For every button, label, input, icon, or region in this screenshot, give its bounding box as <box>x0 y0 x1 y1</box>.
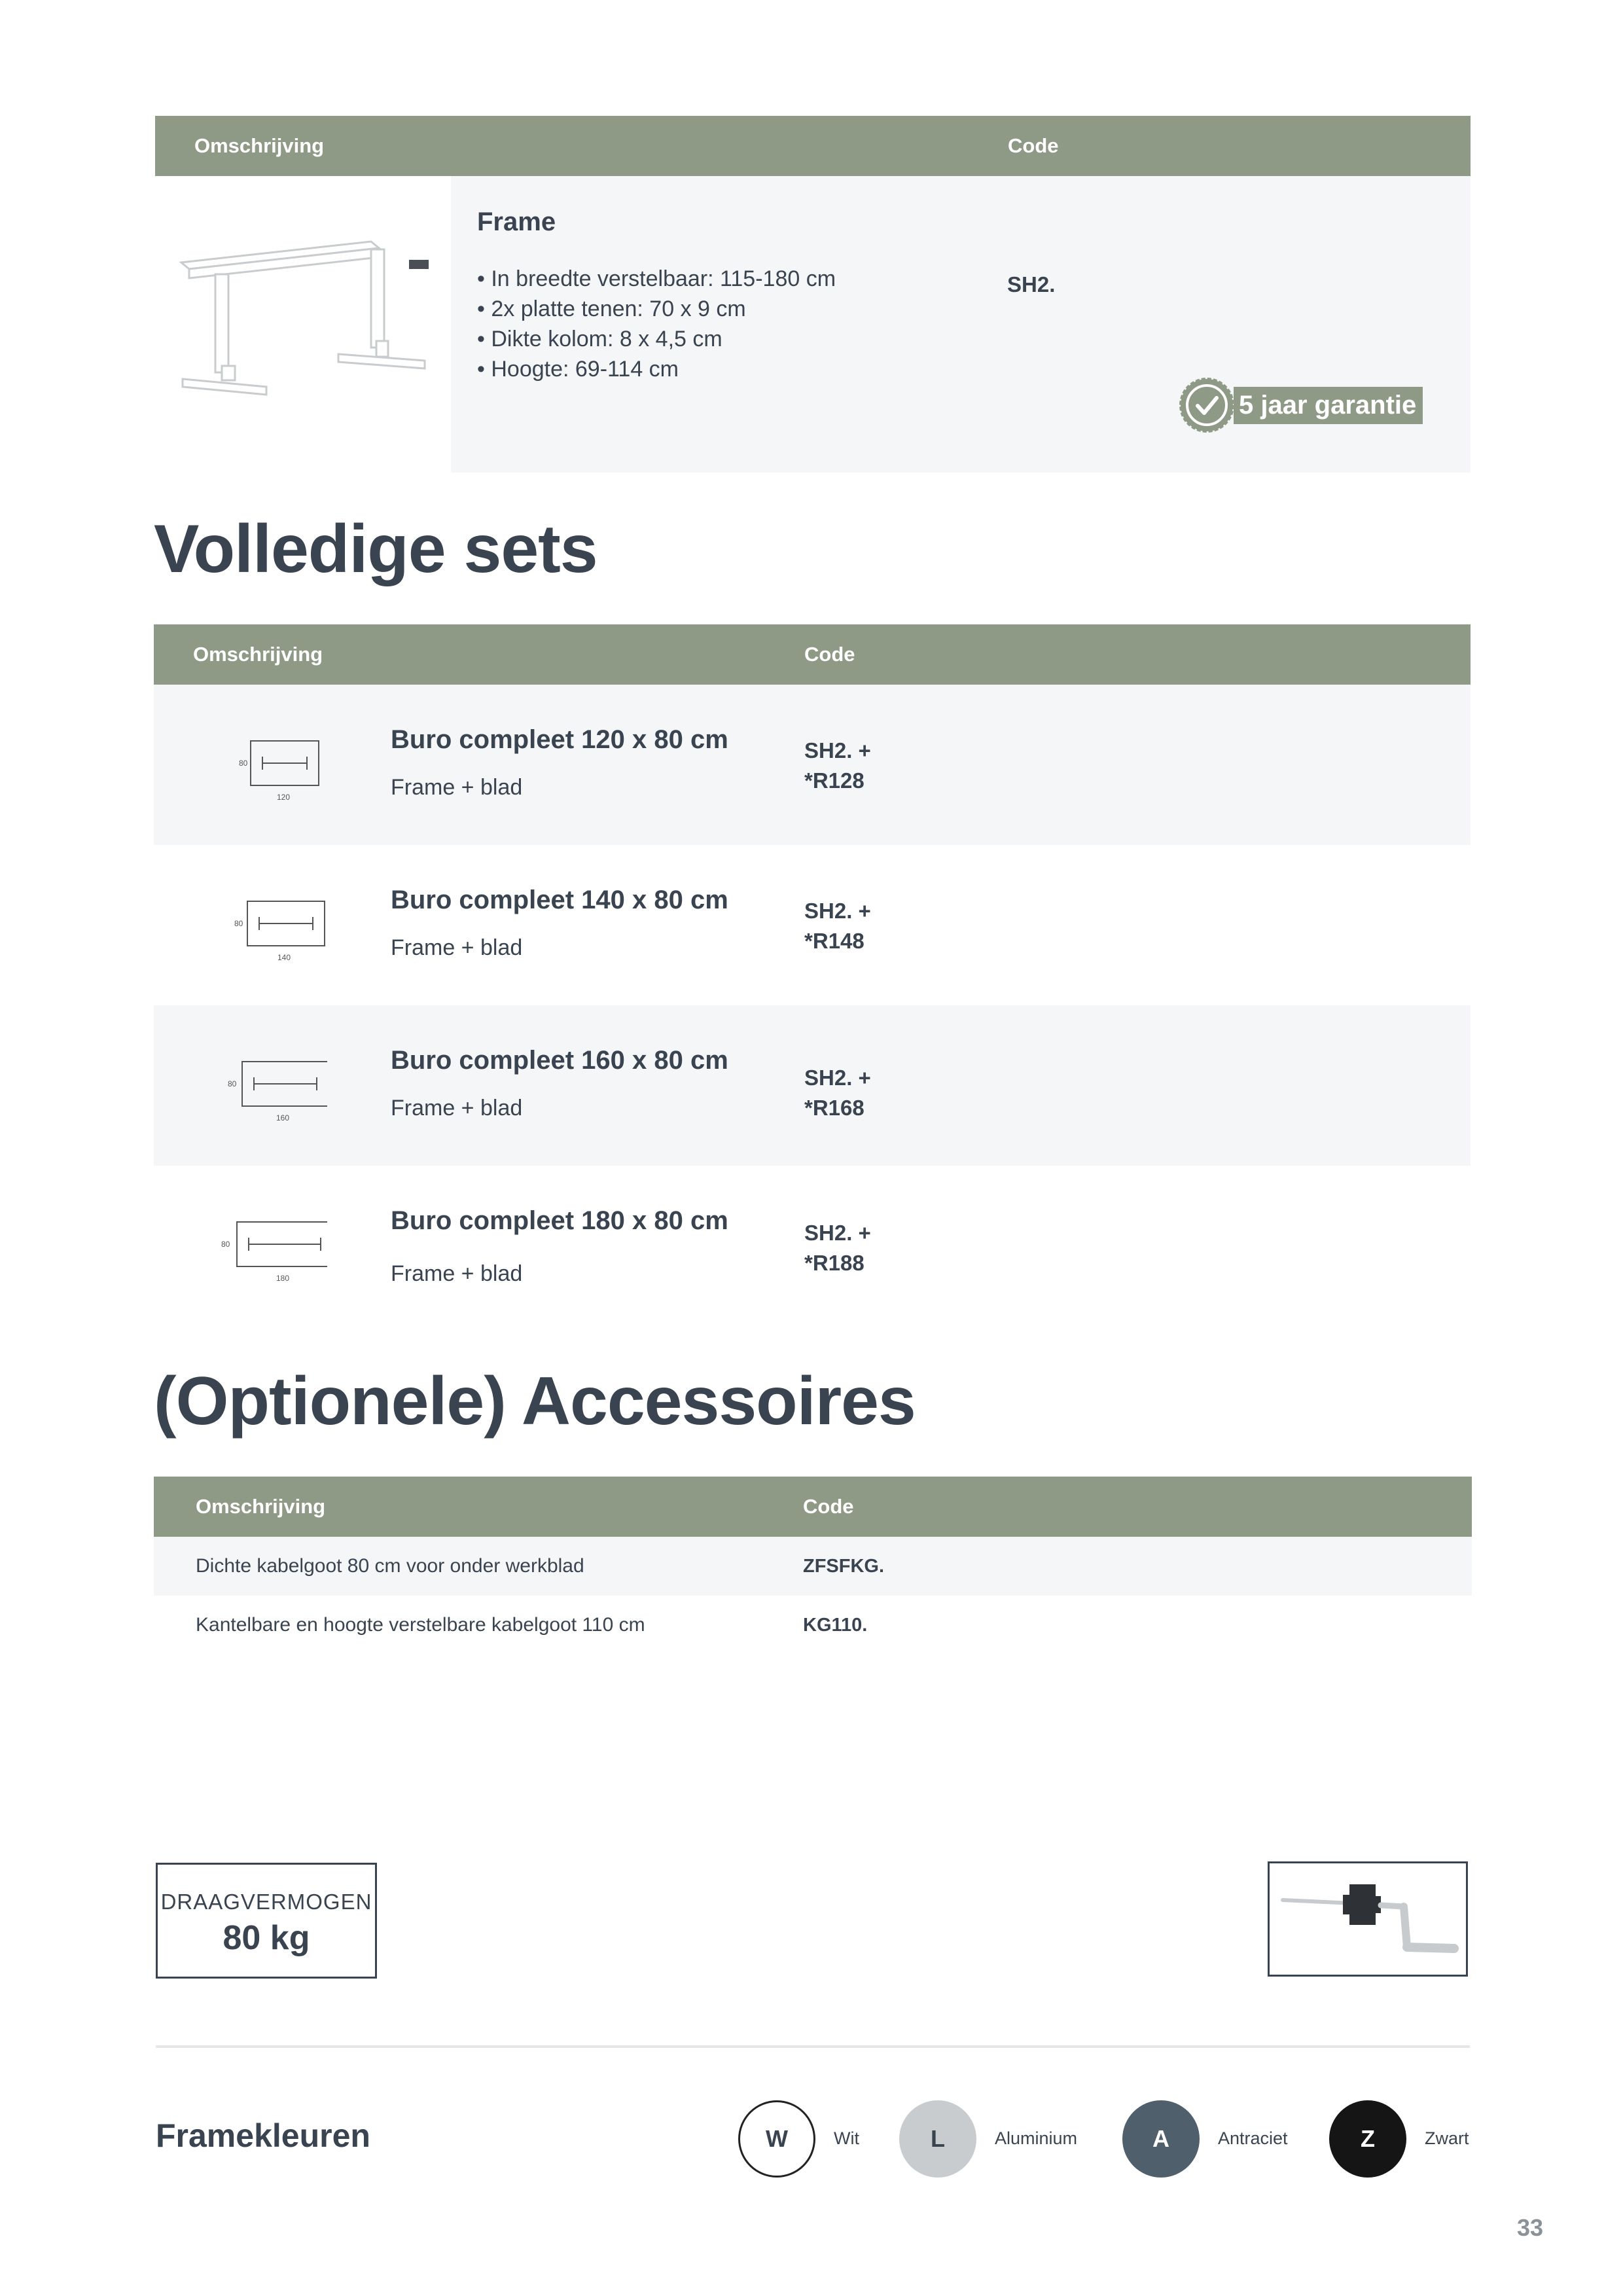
set-subtitle: Frame + blad <box>391 1261 523 1286</box>
table-row <box>154 845 1471 1005</box>
set-code <box>804 896 871 956</box>
capacity-label: DRAAGVERMOGEN <box>160 1890 372 1914</box>
diagram-height-label: 80 <box>228 1079 237 1088</box>
desk-dimension-diagram <box>216 1055 327 1127</box>
set-code <box>804 736 871 796</box>
swatch-letter: L <box>931 2125 945 2152</box>
accessories-section-title: (Optionele) Accessoires <box>154 1363 916 1439</box>
set-code-line2: *R128 <box>804 768 865 793</box>
set-title: Buro compleet 160 x 80 cm <box>391 1046 728 1075</box>
accessory-code: KG110. <box>803 1615 868 1636</box>
swatch-name: Wit <box>834 2128 859 2148</box>
color-swatch-antraciet <box>1122 2100 1200 2178</box>
frame-spec-item: • 2x platte tenen: 70 x 9 cm <box>477 294 836 324</box>
frame-image-cell <box>155 176 451 473</box>
swatch-name: Zwart <box>1425 2128 1469 2148</box>
set-subtitle: Frame + blad <box>391 935 523 960</box>
warranty-label: 5 jaar garantie <box>1234 387 1423 424</box>
color-swatch-zwart <box>1329 2100 1406 2178</box>
frame-code: SH2. <box>1007 272 1056 296</box>
table-row <box>154 1596 1472 1655</box>
set-code <box>804 1063 871 1123</box>
set-code-line1: SH2. + <box>804 738 871 762</box>
set-code-line1: SH2. + <box>804 899 871 923</box>
frame-spec-item: • In breedte verstelbaar: 115-180 cm <box>477 264 836 294</box>
divider <box>156 2045 1470 2048</box>
set-code-line1: SH2. + <box>804 1066 871 1090</box>
accessories-header-description: Omschrijving <box>196 1495 326 1518</box>
diagram-height-label: 80 <box>234 919 243 928</box>
table-row <box>154 1537 1472 1596</box>
set-subtitle: Frame + blad <box>391 775 523 800</box>
diagram-width-label: 140 <box>277 953 291 962</box>
accessory-description: Dichte kabelgoot 80 cm voor onder werkblad <box>196 1555 584 1577</box>
crank-image-box <box>1268 1861 1468 1977</box>
desk-dimension-diagram <box>209 1215 327 1287</box>
sets-header-description: Omschrijving <box>193 643 323 666</box>
table-row <box>154 685 1471 845</box>
accessory-description: Kantelbare en hoogte verstelbare kabelgoot 110 cm <box>196 1614 645 1636</box>
diagram-width-label: 160 <box>276 1113 290 1122</box>
diagram-width-label: 120 <box>277 793 291 802</box>
diagram-height-label: 80 <box>221 1240 230 1249</box>
warranty-check-icon <box>1177 376 1236 435</box>
set-code-line2: *R168 <box>804 1096 865 1120</box>
frame-title: Frame <box>477 207 556 236</box>
crank-handle-image <box>1270 1863 1466 1975</box>
table-row <box>154 1166 1471 1326</box>
desk-dimension-diagram <box>227 734 332 806</box>
set-title: Buro compleet 180 x 80 cm <box>391 1206 728 1235</box>
frame-specs-list <box>477 264 836 384</box>
frame-table-header <box>155 116 1471 176</box>
page-number: 33 <box>1517 2214 1544 2241</box>
accessories-table-header <box>154 1477 1472 1537</box>
accessories-header-code: Code <box>803 1495 854 1518</box>
sets-header-code: Code <box>804 643 855 666</box>
color-swatch-aluminium <box>899 2100 976 2178</box>
set-code <box>804 1218 871 1278</box>
diagram-height-label: 80 <box>239 759 248 768</box>
frame-spec-item: • Hoogte: 69-114 cm <box>477 354 836 384</box>
set-subtitle: Frame + blad <box>391 1096 523 1121</box>
set-code-line2: *R148 <box>804 929 865 953</box>
table-row <box>154 1005 1471 1166</box>
set-title: Buro compleet 140 x 80 cm <box>391 886 728 914</box>
swatch-name: Aluminium <box>995 2128 1078 2148</box>
desk-dimension-diagram <box>223 895 327 967</box>
swatch-name: Antraciet <box>1218 2128 1288 2148</box>
set-code-line2: *R188 <box>804 1251 865 1275</box>
set-title: Buro compleet 120 x 80 cm <box>391 725 728 754</box>
frame-spec-item: • Dikte kolom: 8 x 4,5 cm <box>477 324 836 354</box>
set-code-line1: SH2. + <box>804 1221 871 1245</box>
frame-header-code: Code <box>1008 134 1059 157</box>
swatch-letter: A <box>1152 2125 1169 2152</box>
warranty-badge <box>1177 379 1423 431</box>
frame-colors-title: Framekleuren <box>156 2117 370 2154</box>
sets-table-header <box>154 624 1471 685</box>
capacity-box <box>156 1863 377 1979</box>
accessory-code: ZFSFKG. <box>803 1556 885 1577</box>
frame-product-image <box>155 176 451 473</box>
color-swatch-white <box>738 2100 815 2178</box>
sets-section-title: Volledige sets <box>154 511 597 587</box>
frame-header-description: Omschrijving <box>194 134 325 157</box>
frame-info-cell <box>451 176 1471 473</box>
swatch-letter: W <box>766 2125 788 2152</box>
swatch-letter: Z <box>1361 2125 1375 2152</box>
diagram-width-label: 180 <box>276 1274 290 1283</box>
capacity-value: 80 kg <box>223 1919 310 1957</box>
